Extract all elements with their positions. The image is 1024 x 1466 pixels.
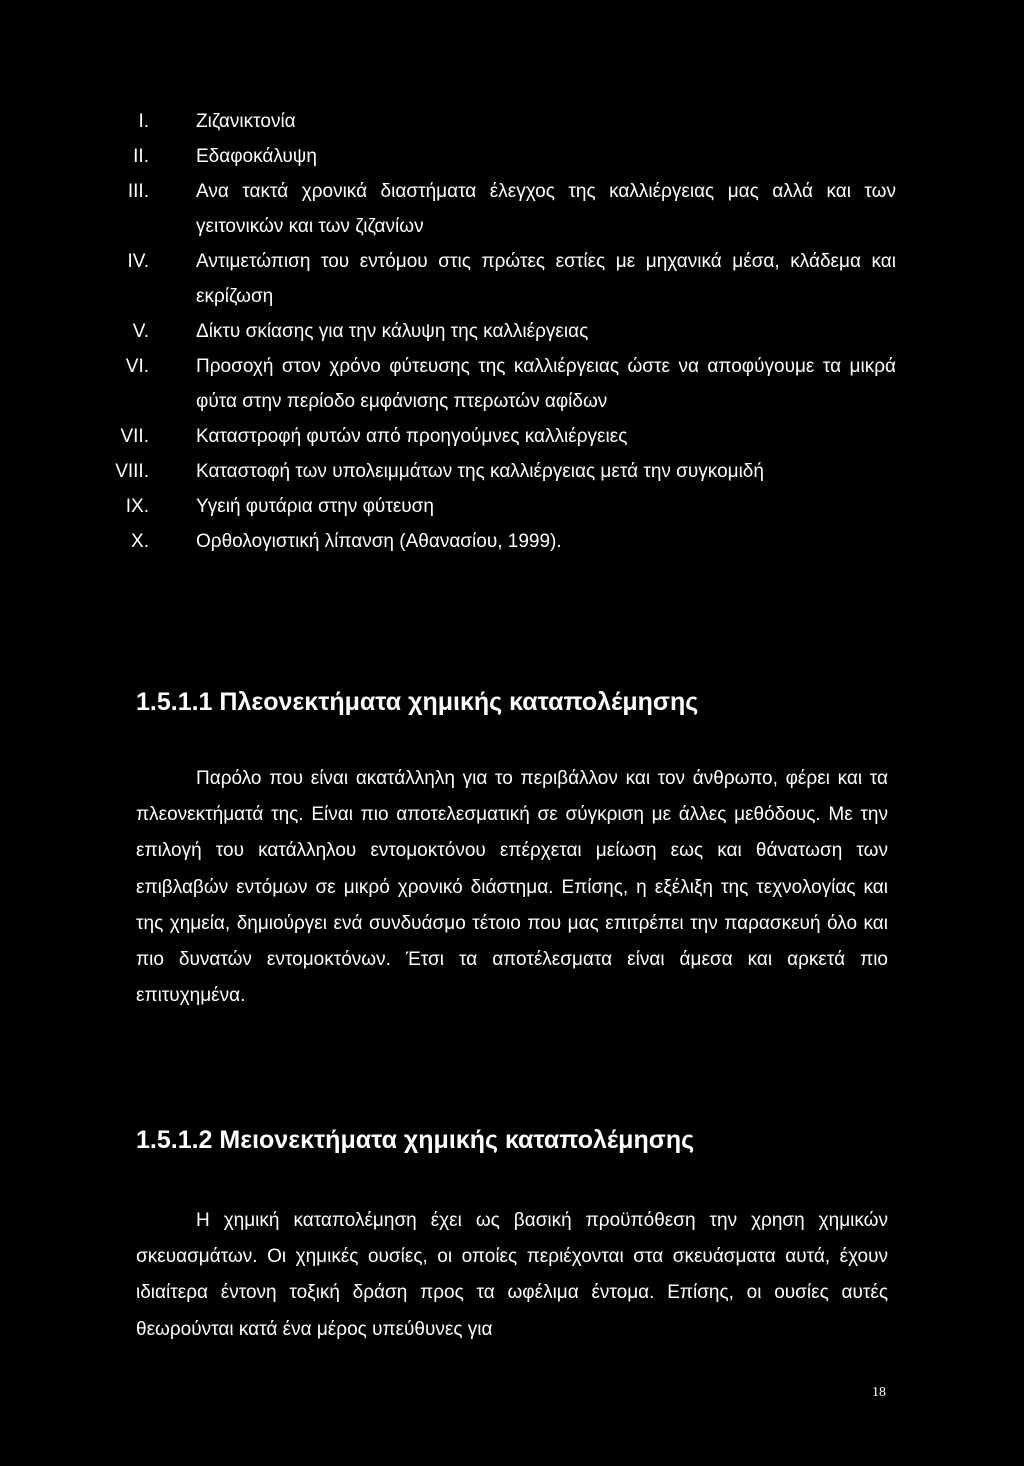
- list-item-text: Δίκτυ σκίασης για την κάλυψη της καλλιέργειας: [196, 321, 589, 342]
- list-item: [0, 419, 1024, 454]
- list-item-number: VIII.: [115, 461, 149, 482]
- measures-list: [0, 104, 1024, 559]
- list-item-text: Προσοχή στον χρόνο φύτευσης της καλλιέργειας ώστε να αποφύγουμε τα μικρά φύτα στην περίοδο εμφάνισης πτερωτών αφίδων: [196, 356, 896, 412]
- list-item-text: Καταστροφή φυτών από προηγούμνες καλλιέργειες: [196, 426, 628, 447]
- list-item-number: VII.: [120, 426, 149, 447]
- list-item-text: Εδαφοκάλυψη: [196, 146, 317, 167]
- section-heading-advantages: 1.5.1.1 Πλεονεκτήματα χημικής καταπολέμησης: [136, 688, 699, 716]
- list-item-number: II.: [133, 146, 149, 167]
- list-item-text: Υγειή φυτάρια στην φύτευση: [196, 496, 434, 517]
- list-item-text: Ανα τακτά χρονικά διαστήματα έλεγχος της καλλιέργειας μας αλλά και των γειτονικών και των ζιζανίων: [196, 181, 896, 237]
- list-item-number: X.: [131, 531, 149, 552]
- list-item: [0, 314, 1024, 349]
- list-item: [0, 174, 1024, 244]
- list-item: [0, 454, 1024, 489]
- list-item-text: Καταστοφή των υπολειμμάτων της καλλιέργειας μετά την συγκομιδή: [196, 461, 764, 482]
- list-item: [0, 349, 1024, 419]
- page-number: 18: [872, 1385, 886, 1400]
- list-item: [0, 104, 1024, 139]
- list-item-text: Αντιμετώπιση του εντόμου στις πρώτες εστίες με μηχανικά μέσα, κλάδεμα και εκρίζωση: [196, 251, 896, 307]
- list-item: [0, 139, 1024, 174]
- list-item-text: Ορθολογιστική λίπανση (Αθανασίου, 1999).: [196, 531, 562, 552]
- list-item-number: III.: [127, 181, 149, 202]
- list-item-number: IX.: [125, 496, 149, 517]
- list-item-number: V.: [132, 321, 149, 342]
- list-item-number: I.: [138, 111, 149, 132]
- section-heading-disadvantages: 1.5.1.2 Μειονεκτήματα χημικής καταπολέμησης: [136, 1126, 695, 1154]
- list-item-number: VI.: [125, 356, 149, 377]
- list-item: [0, 524, 1024, 559]
- list-item-text: Ζιζανικτονία: [196, 111, 296, 132]
- list-item: [0, 489, 1024, 524]
- disadvantages-paragraph: Η χημική καταπολέμηση έχει ως βασική προϋπόθεση την χρηση χημικών σκευασμάτων. Οι χημικές ουσίες, οι οποίες περιέχονται στα σκευάσματα αυτά, έχουν ιδιαίτερα έντονη τοξική δράση προς τα ωφέλιμα έντομα. Επίσης, οι ουσίες αυτές θεωρούνται κατά ένα μέρος υπεύθυνες για: [136, 1210, 888, 1340]
- list-item-number: IV.: [127, 251, 149, 272]
- list-item: [0, 244, 1024, 314]
- advantages-paragraph: Παρόλο που είναι ακατάλληλη για το περιβάλλον και τον άνθρωπο, φέρει και τα πλεονεκτήματά της. Είναι πιο αποτελεσματική σε σύγκριση με άλλες μεθόδους. Με την επιλογή του κατάλληλου εντομοκτόνου επέρχεται μείωση εως και θάνατωση των επιβλαβών εντόμων σε μικρό χρονικό διάστημα. Επίσης, η εξέλιξη της τεχνολογίας και της χημεία, δημιούργει ενά συνδυάσμο τέτοιο που μας επιτρέπει την παρασκευή όλο και πιο δυνατών εντομοκτόνων. Έτσι τα αποτέλεσματα είναι άμεσα και αρκετά πιο επιτυχημένα.: [136, 768, 888, 1007]
